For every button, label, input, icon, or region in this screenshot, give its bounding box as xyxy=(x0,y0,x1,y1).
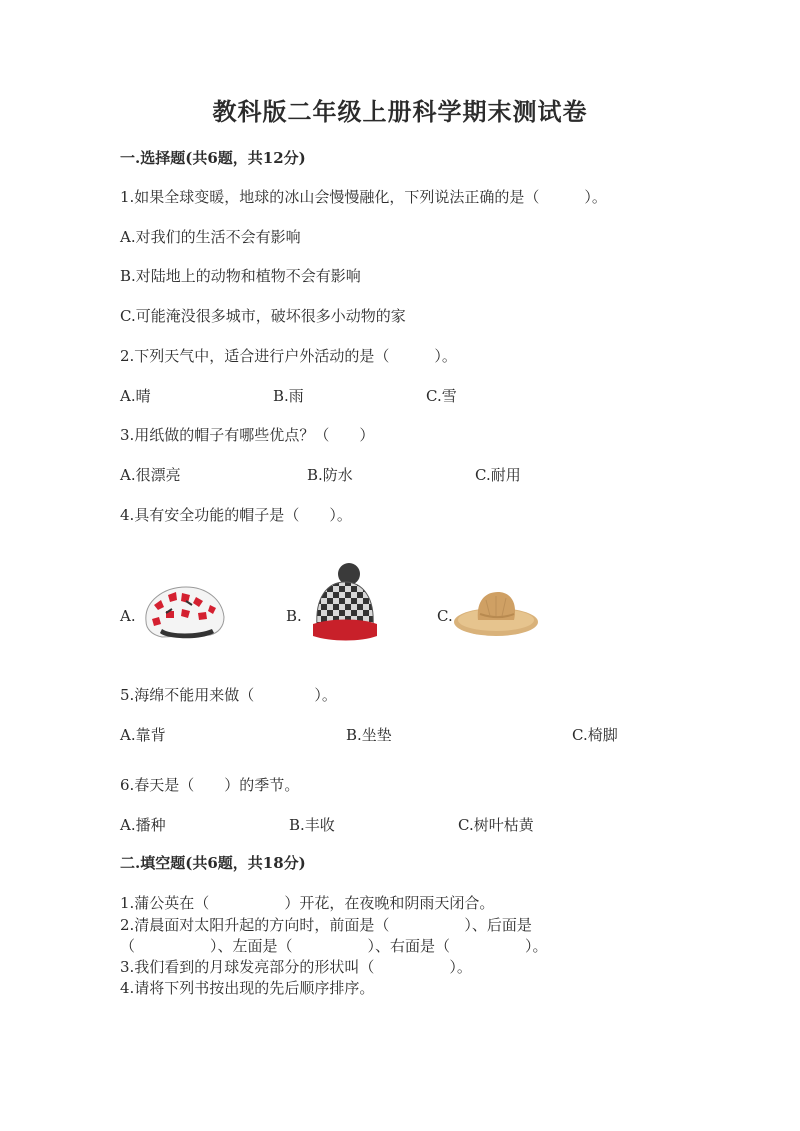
knit-beanie-image xyxy=(303,562,383,642)
question-2-option-c: C.雪 xyxy=(426,387,457,405)
question-6-option-c: C.树叶枯黄 xyxy=(458,816,534,834)
question-5-option-b: B.坐垫 xyxy=(346,726,392,744)
fill-line-1: 1.蒲公英在（ ）开花，在夜晚和阴雨天闭合。 xyxy=(120,894,495,912)
question-4-option-c: C. xyxy=(437,607,453,625)
question-2-option-b: B.雨 xyxy=(273,387,304,405)
section-heading-fill: 二.填空题(共6题，共18分) xyxy=(120,854,306,872)
question-5-option-c: C.椅脚 xyxy=(572,726,618,744)
question-3-option-b: B.防水 xyxy=(307,466,353,484)
bike-helmet-image xyxy=(140,583,228,643)
page-title: 教科版二年级上册科学期末测试卷 xyxy=(212,97,588,126)
question-1-option-c: C.可能淹没很多城市，破坏很多小动物的家 xyxy=(120,307,406,325)
question-1-option-b: B.对陆地上的动物和植物不会有影响 xyxy=(120,267,361,285)
fill-line-2: 2.清晨面对太阳升起的方向时，前面是（ ）、后面是 xyxy=(120,916,532,934)
question-6-option-a: A.播种 xyxy=(120,816,166,834)
question-2-stem: 2.下列天气中，适合进行户外活动的是（ ）。 xyxy=(120,347,457,365)
question-3-option-c: C.耐用 xyxy=(475,466,521,484)
question-1-option-a: A.对我们的生活不会有影响 xyxy=(120,228,301,246)
question-3-option-a: A.很漂亮 xyxy=(120,466,181,484)
question-4-stem: 4.具有安全功能的帽子是（ ）。 xyxy=(120,506,352,524)
question-1-stem: 1.如果全球变暖，地球的冰山会慢慢融化，下列说法正确的是（ ）。 xyxy=(120,188,607,206)
question-6-stem: 6.春天是（ ）的季节。 xyxy=(120,776,300,794)
question-3-stem: 3.用纸做的帽子有哪些优点？（ ） xyxy=(120,426,375,444)
fill-line-2-continued: （ ）、左面是（ ）、右面是（ ）。 xyxy=(120,937,548,955)
question-4-option-b: B. xyxy=(286,607,302,625)
question-4-option-a: A. xyxy=(120,607,136,625)
question-2-option-a: A.晴 xyxy=(120,387,151,405)
straw-hat-image xyxy=(452,588,540,642)
fill-line-3: 3.我们看到的月球发亮部分的形状叫（ ）。 xyxy=(120,958,472,976)
question-5-stem: 5.海绵不能用来做（ ）。 xyxy=(120,686,337,704)
fill-line-4: 4.请将下列书按出现的先后顺序排序。 xyxy=(120,979,375,997)
question-5-option-a: A.靠背 xyxy=(120,726,166,744)
section-heading-choice: 一.选择题(共6题，共12分) xyxy=(120,149,306,167)
question-6-option-b: B.丰收 xyxy=(289,816,335,834)
